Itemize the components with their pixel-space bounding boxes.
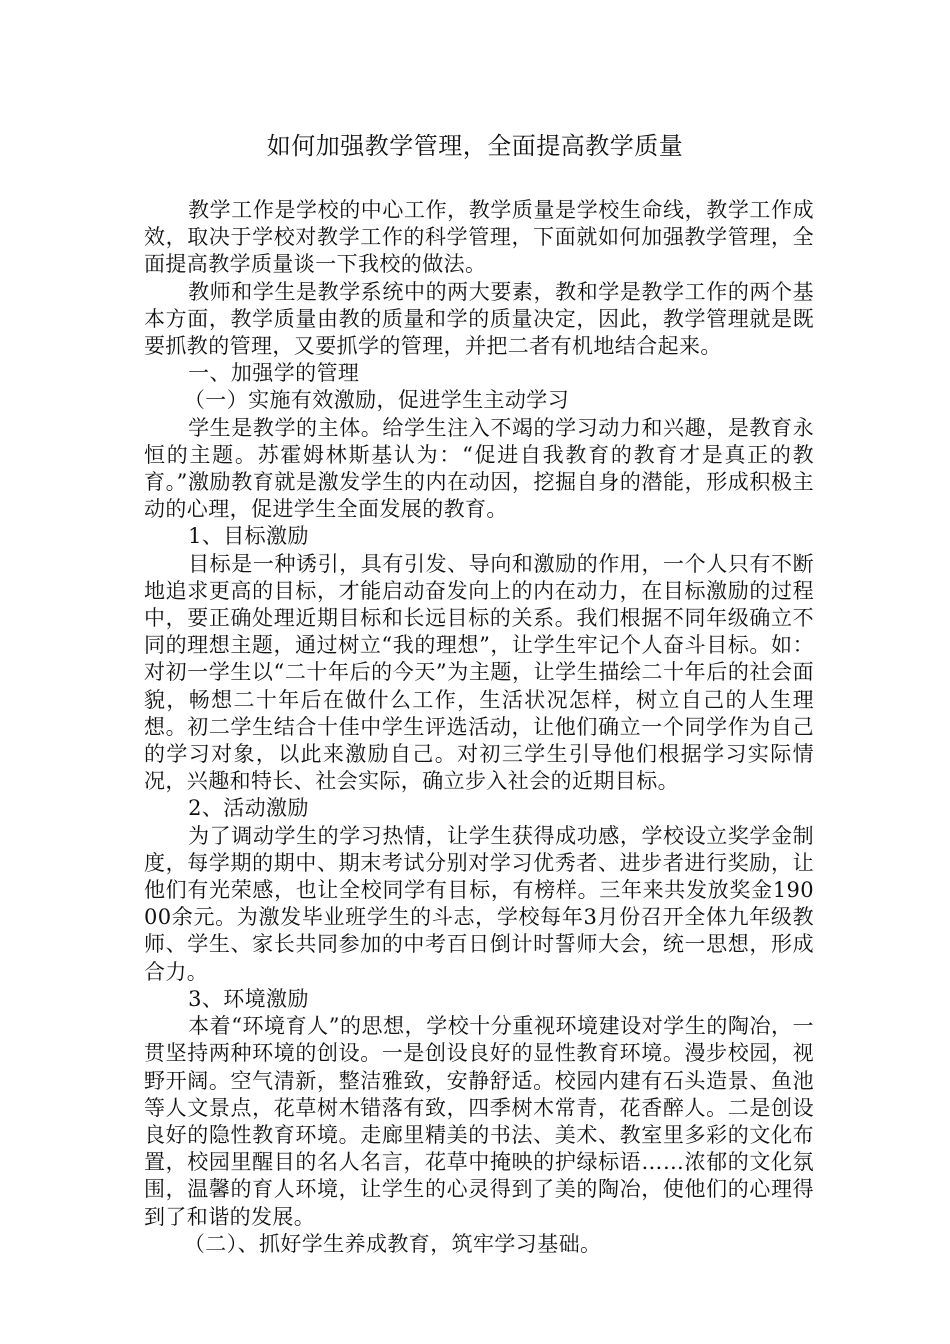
subsection-heading-1: （一）实施有效激励，促进学生主动学习 xyxy=(183,388,570,413)
paragraph-goal: 目标是一种诱引，具有引发、导向和激励的作用，一个人只有不断地追求更高的目标，才能启动奋发向上的内在动力，在目标激励的过程中，要正确处理近期目标和长远目标的关系。我们根据不同年级确立不同的理想主题，通过树立“我的理想”，让学生牢记个人奋斗目标。如：对初一学生以“二十年后的今天”为主题，让学生描绘二十年后的社会面貌，畅想二十年后在做什么工作，生活状况怎样，树立自己的人生理想。初二学生结合十佳中学生评选活动，让他们确立一个同学作为自己的学习对象，以此来激励自己。对初三学生引导他们根据学习实际情况，兴趣和特长、社会实际，确立步入社会的近期目标。 xyxy=(144,551,814,794)
document-body xyxy=(144,197,814,1258)
item-heading-goal: 1、目标激励 xyxy=(188,524,309,549)
paragraph-activity: 为了调动学生的学习热情，让学生获得成功感，学校设立奖学金制度，每学期的期中、期末考试分别对学习优秀者、进步者进行奖励，让他们有光荣感，也让全校同学有目标，有榜样。三年来共发放奖金19000余元。为激发毕业班学生的斗志，学校每年3月份召开全体九年级教师、学生、家长共同参加的中考百日倒计时誓师大会，统一思想，形成合力。 xyxy=(144,823,814,984)
subsection-heading-2: （二）、抓好学生养成教育，筑牢学习基础。 xyxy=(183,1231,602,1256)
paragraph-intro: 教学工作是学校的中心工作，教学质量是学校生命线，教学工作成效，取决于学校对教学工作的科学管理，下面就如何加强教学管理，全面提高教学质量谈一下我校的做法。 xyxy=(144,198,814,277)
section-heading-1: 一、加强学的管理 xyxy=(188,361,360,386)
item-heading-activity: 2、活动激励 xyxy=(188,796,309,821)
item-heading-environment: 3、环境激励 xyxy=(188,986,309,1011)
paragraph-student-subject: 学生是教学的主体。给学生注入不竭的学习动力和兴趣，是教育永恒的主题。苏霍姆林斯基认为：“促进自我教育的教育才是真正的教育。”激励教育就是激发学生的内在动因，挖掘自身的潜能，形成积极主动的心理，促进学生全面发展的教育。 xyxy=(144,415,814,522)
document-title: 如何加强教学管理，全面提高教学质量 xyxy=(266,132,684,160)
paragraph-environment: 本着“环境育人”的思想，学校十分重视环境建设对学生的陶冶，一贯坚持两种环境的创设。一是创设良好的显性教育环境。漫步校园，视野开阔。空气清新，整洁雅致，安静舒适。校园内建有石头造景、鱼池等人文景点，花草树木错落有致，四季树木常青，花香醉人。二是创设良好的隐性教育环境。走廊里精美的书法、美术、教室里多彩的文化布置，校园里醒目的名人名言，花草中掩映的护绿标语……浓郁的文化氛围，温馨的育人环境，让学生的心灵得到了美的陶冶，使他们的心理得到了和谐的发展。 xyxy=(144,1014,814,1229)
paragraph-teacher-student: 教师和学生是教学系统中的两大要素，教和学是教学工作的两个基本方面，教学质量由教的质量和学的质量决定，因此，教学管理就是既要抓教的管理，又要抓学的管理，并把二者有机地结合起来。 xyxy=(144,279,814,359)
